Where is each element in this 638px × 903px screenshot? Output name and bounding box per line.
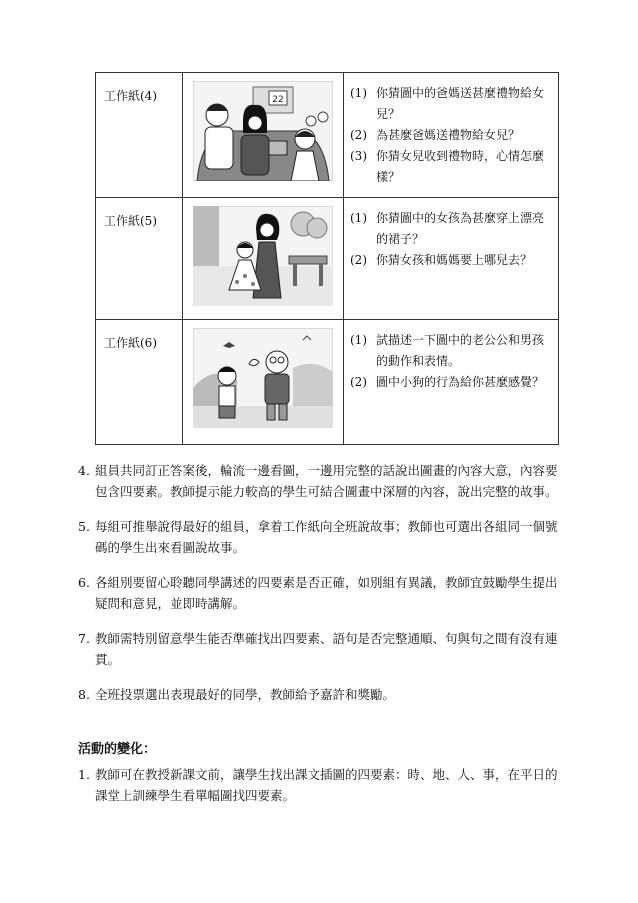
question-text: 試描述一下圖中的老公公和男孩的動作和表情。 [376,333,545,368]
question-text: 為甚麼爸媽送禮物給女兒？ [376,128,521,142]
question-number: (2) [350,128,367,142]
question-list [344,198,558,271]
question-number: (3) [350,149,367,163]
question-number: (1) [350,211,367,225]
procedure-steps [78,460,564,719]
step-number: 6. [78,575,90,590]
question-text: 你猜女孩和媽媽要上哪兒去？ [376,253,533,267]
variation-number: 1. [78,767,90,782]
step-text: 全班投票選出表現最好的同學，教師給予嘉許和獎勵。 [95,687,396,702]
step-number: 4. [78,463,90,478]
worksheet-table [95,72,559,445]
step-number: 7. [78,631,90,646]
question-item [350,250,554,271]
question-item [350,372,554,393]
worksheet-row-6 [96,320,559,445]
step-item [78,460,564,502]
step-item [78,572,564,614]
variation-list [78,764,564,806]
variation-heading: 活動的變化： [78,742,157,757]
question-item [350,83,554,125]
worksheet-row-4 [96,73,559,198]
question-item [350,330,554,372]
variation-text: 教師可在教授新課文前，讓學生找出課文插圖的四要素：時、地、人、事，在平日的課堂上訓練學生看單幅圖找四要素。 [95,767,558,803]
step-text: 教師需特別留意學生能否準確找出四要素、語句是否完整通順、句與句之間有沒有連貫。 [95,631,558,667]
step-text: 各組別要留心聆聽同學講述的四要素是否正確，如別組有異議，教師宜鼓勵學生提出疑問和意見，並即時講解。 [95,575,558,611]
step-text: 組員共同訂正答案後，輪流一邊看圖，一邊用完整的話說出圖畫的內容大意，內容要包含四要素。教師提示能力較高的學生可結合圖畫中深層的內容，說出完整的故事。 [95,463,558,499]
worksheet-row-5 [96,198,559,320]
question-item [350,208,554,250]
step-item [78,516,564,558]
question-item [350,125,554,146]
question-text: 圖中小狗的行為給你甚麼感覺？ [376,375,545,389]
step-number: 8. [78,687,90,702]
step-number: 5. [78,519,90,534]
question-number: (2) [350,375,367,389]
step-text: 每組可推舉說得最好的組員，拿着工作紙向全班說故事；教師也可選出各組同一個號碼的學生出來看圖說故事。 [95,519,558,555]
question-list [344,320,558,393]
variation-item [78,764,564,806]
worksheet-label: 工作紙(6) [104,336,157,350]
step-item [78,684,564,705]
step-item [78,628,564,670]
question-text: 你猜女兒收到禮物時，心情怎麼樣？ [376,149,545,184]
girl-mother-illustration [193,206,333,306]
question-number: (2) [350,253,367,267]
question-number: (1) [350,86,367,100]
question-text: 你猜圖中的女孩為甚麼穿上漂亮的裙子？ [376,211,545,246]
question-list [344,73,558,188]
family-gift-illustration [193,81,333,181]
worksheet-label: 工作紙(5) [104,214,157,228]
question-item [350,146,554,188]
calendar-number: 22 [272,95,284,105]
question-number: (1) [350,333,367,347]
worksheet-label: 工作紙(4) [104,89,157,103]
question-text: 你猜圖中的爸媽送甚麼禮物給女兒？ [376,86,545,121]
old-man-boy-illustration [193,328,333,428]
